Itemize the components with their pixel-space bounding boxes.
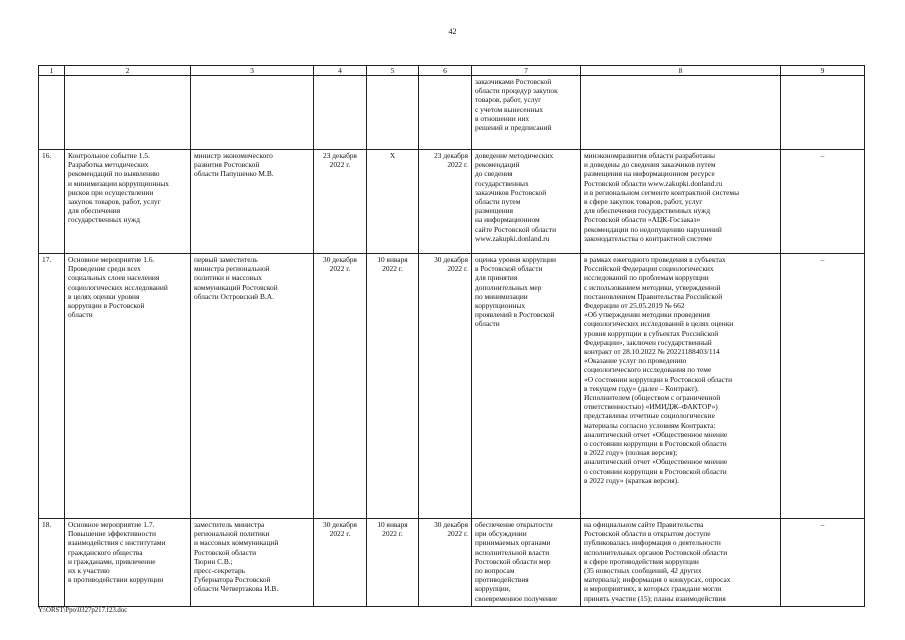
- plan-date-cell: 30 декабря 2022 г.: [314, 519, 367, 607]
- result-cell: оценка уровня коррупции в Ростовской области для принятия дополнительных мер по минимизации коррупционных проявлений в Ростовской области: [472, 254, 581, 519]
- col-number: 5: [367, 66, 419, 76]
- start-date-cell: Х: [367, 150, 419, 254]
- plan-date-cell: 30 декабря 2022 г.: [314, 254, 367, 519]
- table-row: [39, 519, 865, 607]
- plan-date-cell: 23 декабря 2022 г.: [314, 150, 367, 254]
- report-table: [38, 65, 865, 607]
- info-cell: на официальном сайте Правительства Ростовской области в открытом доступе публиковалась информация о деятельности исполнительных органов Ростовской области в сфере противодействия коррупции (35 новостных сообщений, 42 других материала); информация о конкурсах, опросах и мероприятиях, в которых граждане могли принять участие (15); планы взаимодействия: [581, 519, 781, 607]
- page-number: 42: [448, 27, 457, 36]
- end-date-cell: 23 декабря 2022 г.: [419, 150, 472, 254]
- event-cell: Контрольное событие 1.5. Разработка методических рекомендаций по выявлению и минимизации коррупционных рисков при осуществлении закупок товаров, работ, услуг для обеспечения государственных нужд: [65, 150, 191, 254]
- result-cell: доведение методических рекомендаций до сведения государственных заказчиков Ростовской области путем размещения на информационном сайте Ростовской области www.zakupki.donland.ru: [472, 150, 581, 254]
- row-number: 18.: [39, 519, 65, 607]
- start-date-cell: 10 января 2022 г.: [367, 254, 419, 519]
- file-path-footer: Y:\ORST\Ppo\0327p217.f23.doc: [38, 607, 128, 614]
- start-date-cell: [367, 76, 419, 150]
- responsible-cell: заместитель министра региональной политики и массовых коммуникаций Ростовской области Тюрин С.В.; пресс-секретарь Губернатора Ростовской области Четвертакова И.В.: [191, 519, 314, 607]
- note-cell: –: [781, 519, 865, 607]
- end-date-cell: 30 декабря 2022 г.: [419, 254, 472, 519]
- result-cell: обеспечение открытости при обсуждении принимаемых органами исполнительной власти Ростовской области мер по вопросам противодействия коррупции, своевременное получение: [472, 519, 581, 607]
- info-cell: в рамках ежегодного проведения в субъектах Российской Федерации социологических исследований по проблемам коррупции с использованием методики, утвержденной постановлением Правительства Российской Федерации от 25.05.2019 № 662 «Об утверждении методики проведения социологических исследований в целях оценки уровня коррупции в субъектах Российской Федерации», заключен государственный контракт от 28.10.2022 № 20221188403/114 «Оказание услуг по проведению социологического исследования по теме «О состоянии коррупции в Ростовской области в текущем году» (далее – Контракт). Исполнителем (обществом с ограниченной ответственностью) «ИМИДЖ–ФАКТОР») представлены отчетные социологические материалы согласно условиям Контракта: аналитический отчет «Общественное мнение о состоянии коррупции в Ростовской области в 2022 году» (полная версия); аналитический отчет «Общественное мнение о состоянии коррупции в Ростовской области в 2022 году» (краткая версия).: [581, 254, 781, 519]
- responsible-cell: [191, 76, 314, 150]
- col-number: 7: [472, 66, 581, 76]
- col-number: 9: [781, 66, 865, 76]
- col-number: 1: [39, 66, 65, 76]
- event-cell: Основное мероприятие 1.7. Повышение эффективности взаимодействия с институтами гражданского общества и гражданами, привлечение их к участию в противодействии коррупции: [65, 519, 191, 607]
- plan-date-cell: [314, 76, 367, 150]
- event-cell: [65, 76, 191, 150]
- table-row: [39, 150, 865, 254]
- row-number: [39, 76, 65, 150]
- end-date-cell: [419, 76, 472, 150]
- note-cell: [781, 76, 865, 150]
- info-cell: минэкономразвития области разработаны и доведены до сведения заказчиков путем размещения на информационном ресурсе Ростовской области www.zakupki.donland.ru и в региональном сегменте контрактной системы в сфере закупок товаров, работ, услуг для обеспечения государственных нужд Ростовской области «АЦК-Госзаказ» рекомендации по недопущению нарушений законодательства о контрактной системе: [581, 150, 781, 254]
- row-number: 17.: [39, 254, 65, 519]
- col-number: 8: [581, 66, 781, 76]
- note-cell: –: [781, 254, 865, 519]
- note-cell: –: [781, 150, 865, 254]
- col-number: 6: [419, 66, 472, 76]
- column-number-row: [39, 66, 865, 76]
- responsible-cell: министр экономического развития Ростовской области Папушенко М.В.: [191, 150, 314, 254]
- end-date-cell: 30 декабря 2022 г.: [419, 519, 472, 607]
- table-row: [39, 76, 865, 150]
- row-number: 16.: [39, 150, 65, 254]
- col-number: 3: [191, 66, 314, 76]
- col-number: 4: [314, 66, 367, 76]
- event-cell: Основное мероприятие 1.6. Проведение среди всех социальных слоев населения социологических исследований в целях оценки уровня коррупции в Ростовской области: [65, 254, 191, 519]
- responsible-cell: первый заместитель министра региональной политики и массовых коммуникаций Ростовской области Островский В.А.: [191, 254, 314, 519]
- result-cell: заказчиками Ростовской области процедур закупок товаров, работ, услуг с учетом вынесенных в отношении них решений и предписаний: [472, 76, 581, 150]
- info-cell: [581, 76, 781, 150]
- table-row: [39, 254, 865, 519]
- col-number: 2: [65, 66, 191, 76]
- start-date-cell: 10 января 2022 г.: [367, 519, 419, 607]
